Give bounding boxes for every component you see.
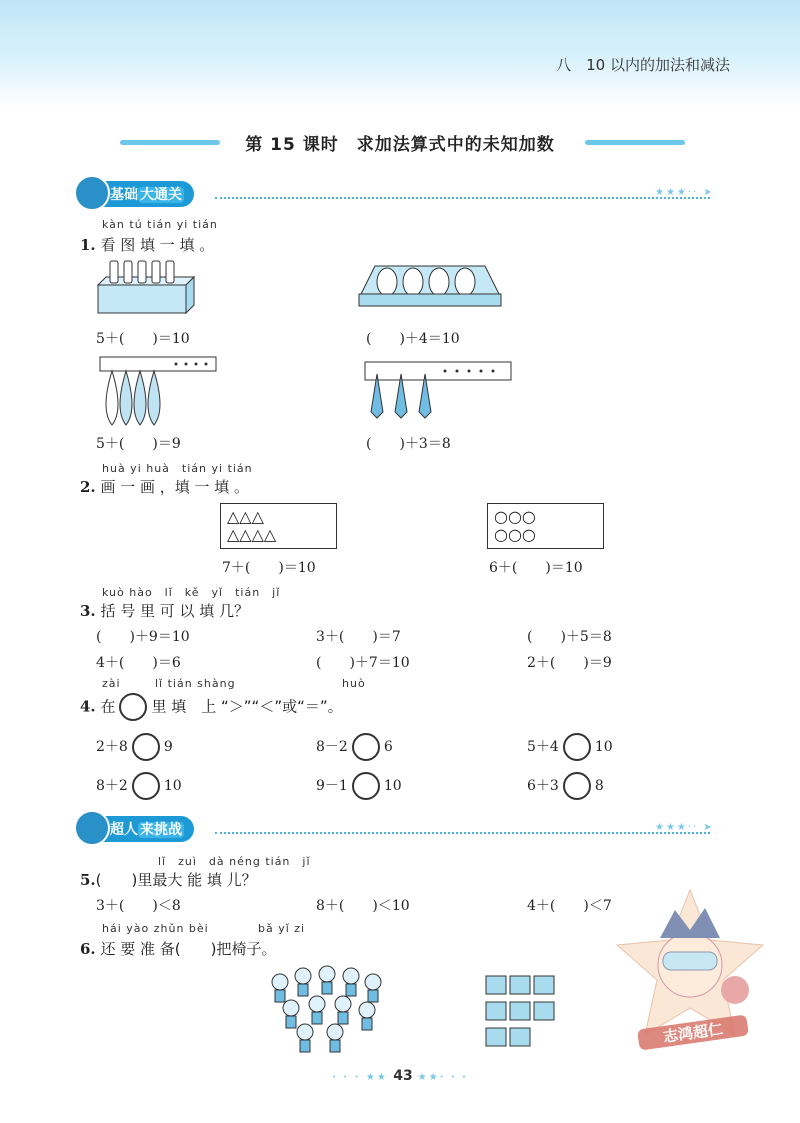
q4-item-1 [96, 733, 173, 761]
q4-item-left: 8＋2 [96, 778, 128, 794]
q1-prompt [80, 234, 214, 255]
q4-text-b: 里 填 上 “＞”“＜”或“＝”。 [151, 697, 343, 716]
q4-item-3 [527, 733, 613, 761]
page-number [0, 1068, 800, 1084]
circle-box [487, 503, 604, 549]
chapter-title: 八 10 以内的加法和减法 [556, 56, 730, 74]
q6-pinyin-b: bǎ yǐ zi [258, 922, 306, 935]
q4-item-right: 10 [383, 778, 402, 794]
q1-pinyin: kàn tú tián yi tián [102, 218, 218, 231]
section-title-b: 来挑战 [140, 822, 182, 838]
q5-prompt [80, 869, 257, 890]
q3-eq-3: ( )＋5＝8 [527, 629, 612, 645]
q5-number: 5. [80, 871, 96, 889]
answer-circle-icon [119, 693, 147, 721]
q3-eq-2: 3＋( )＝7 [316, 629, 401, 645]
q4-item-right: 9 [163, 739, 173, 755]
compare-circle[interactable] [352, 733, 380, 761]
q5-eq-3: 4＋( )＜7 [527, 898, 612, 914]
page-number-value: 43 [393, 1068, 413, 1084]
q4-item-left: 8－2 [316, 739, 348, 755]
q2-number: 2. [80, 478, 96, 496]
stars-decoration: ★★★·· ➤ [655, 822, 714, 833]
children-group-illustration [265, 962, 395, 1057]
q4-item-left: 9－1 [316, 778, 348, 794]
q4-item-right: 8 [594, 778, 604, 794]
bottle-crate-illustration [90, 255, 200, 317]
section-badge [80, 181, 194, 207]
q4-number: 4. [80, 697, 96, 716]
egg-tray-illustration [355, 258, 505, 313]
section-badge [80, 816, 194, 842]
q3-number: 3. [80, 602, 96, 620]
q3-prompt [80, 600, 249, 621]
q3-pinyin: kuò hào lǐ kě yǐ tián jǐ [102, 586, 281, 599]
q2-prompt [80, 476, 249, 497]
water-drops-illustration [98, 355, 218, 430]
q4-item-2 [316, 733, 393, 761]
q2-eq-2: 6＋( )＝10 [489, 560, 583, 576]
q4-text-a: 在 [100, 697, 116, 716]
q4-item-left: 6＋3 [527, 778, 559, 794]
circle-symbols: ○○○ ○○○ [494, 507, 536, 544]
q1-eq-1: 5＋( )＝10 [96, 331, 190, 347]
q4-item-left: 2＋8 [96, 739, 128, 755]
section-title-b: 大通关 [140, 187, 182, 203]
q2-eq-1: 7＋( )＝10 [222, 560, 316, 576]
q3-eq-5: ( )＋7＝10 [316, 655, 410, 671]
triangle-symbols: △△△ △△△△ [227, 507, 277, 544]
stars-decoration: ★★★·· ➤ [655, 187, 714, 198]
q5-eq-2: 8＋( )＜10 [316, 898, 410, 914]
rocket-icon [74, 175, 110, 211]
q4-item-5 [316, 772, 402, 800]
q4-item-right: 10 [594, 739, 613, 755]
section-title-a: 超人 [110, 822, 138, 838]
section-title-a: 基础 [110, 187, 138, 203]
q4-pinyin-c: huò [342, 677, 366, 690]
q1-eq-3: 5＋( )＝9 [96, 436, 181, 452]
q4-item-6 [527, 772, 604, 800]
stars-right: ★★· · · [417, 1072, 468, 1083]
q2-pinyin: huà yi huà tián yi tián [102, 462, 253, 475]
compare-circle[interactable] [352, 772, 380, 800]
q6-prompt [80, 938, 276, 959]
q1-text: 看 图 填 一 填 。 [100, 236, 215, 254]
q4-item-right: 10 [163, 778, 182, 794]
q4-item-left: 5＋4 [527, 739, 559, 755]
dotted-divider [215, 197, 710, 199]
q3-eq-4: 4＋( )＝6 [96, 655, 181, 671]
q5-eq-1: 3＋( )＜8 [96, 898, 181, 914]
q6-number: 6. [80, 940, 96, 958]
q2-text: 画 一 画 ，填 一 填 。 [100, 478, 250, 496]
q3-eq-1: ( )＋9＝10 [96, 629, 190, 645]
q5-text: ( )里最大 能 填 儿？ [95, 871, 257, 889]
section-header-challenge [80, 816, 194, 844]
q4-prompt [80, 693, 343, 721]
q6-text: 还 要 准 备( )把椅子。 [100, 940, 277, 958]
compare-circle[interactable] [132, 772, 160, 800]
q3-text: 括 号 里 可 以 填 几？ [100, 602, 250, 620]
q3-eq-6: 2＋( )＝9 [527, 655, 612, 671]
chairs-illustration [480, 970, 560, 1055]
triangle-box [220, 503, 337, 549]
q4-item-right: 6 [383, 739, 393, 755]
stars-left: · · · ★★ [332, 1072, 394, 1083]
q4-pinyin-a: zài [102, 677, 121, 690]
q4-item-4 [96, 772, 182, 800]
q5-pinyin: lǐ zuì dà néng tián jǐ [158, 855, 311, 868]
q4-pinyin-b: lǐ tián shàng [155, 677, 236, 690]
dotted-divider [215, 832, 710, 834]
q1-eq-2: ( )＋4＝10 [366, 331, 460, 347]
q6-pinyin-a: hái yào zhǔn bèi [102, 922, 209, 935]
q1-eq-4: ( )＋3＝8 [366, 436, 451, 452]
lesson-title: 第 15 课时 求加法算式中的未知加数 [245, 135, 555, 155]
q1-number: 1. [80, 236, 96, 254]
section-header-basic [80, 181, 194, 209]
mascot-label: 志鸿超仁 [637, 1014, 749, 1050]
compare-circle[interactable] [132, 733, 160, 761]
superhero-icon [74, 810, 110, 846]
compare-circle[interactable] [563, 733, 591, 761]
compare-circle[interactable] [563, 772, 591, 800]
umbrellas-illustration [363, 360, 513, 420]
